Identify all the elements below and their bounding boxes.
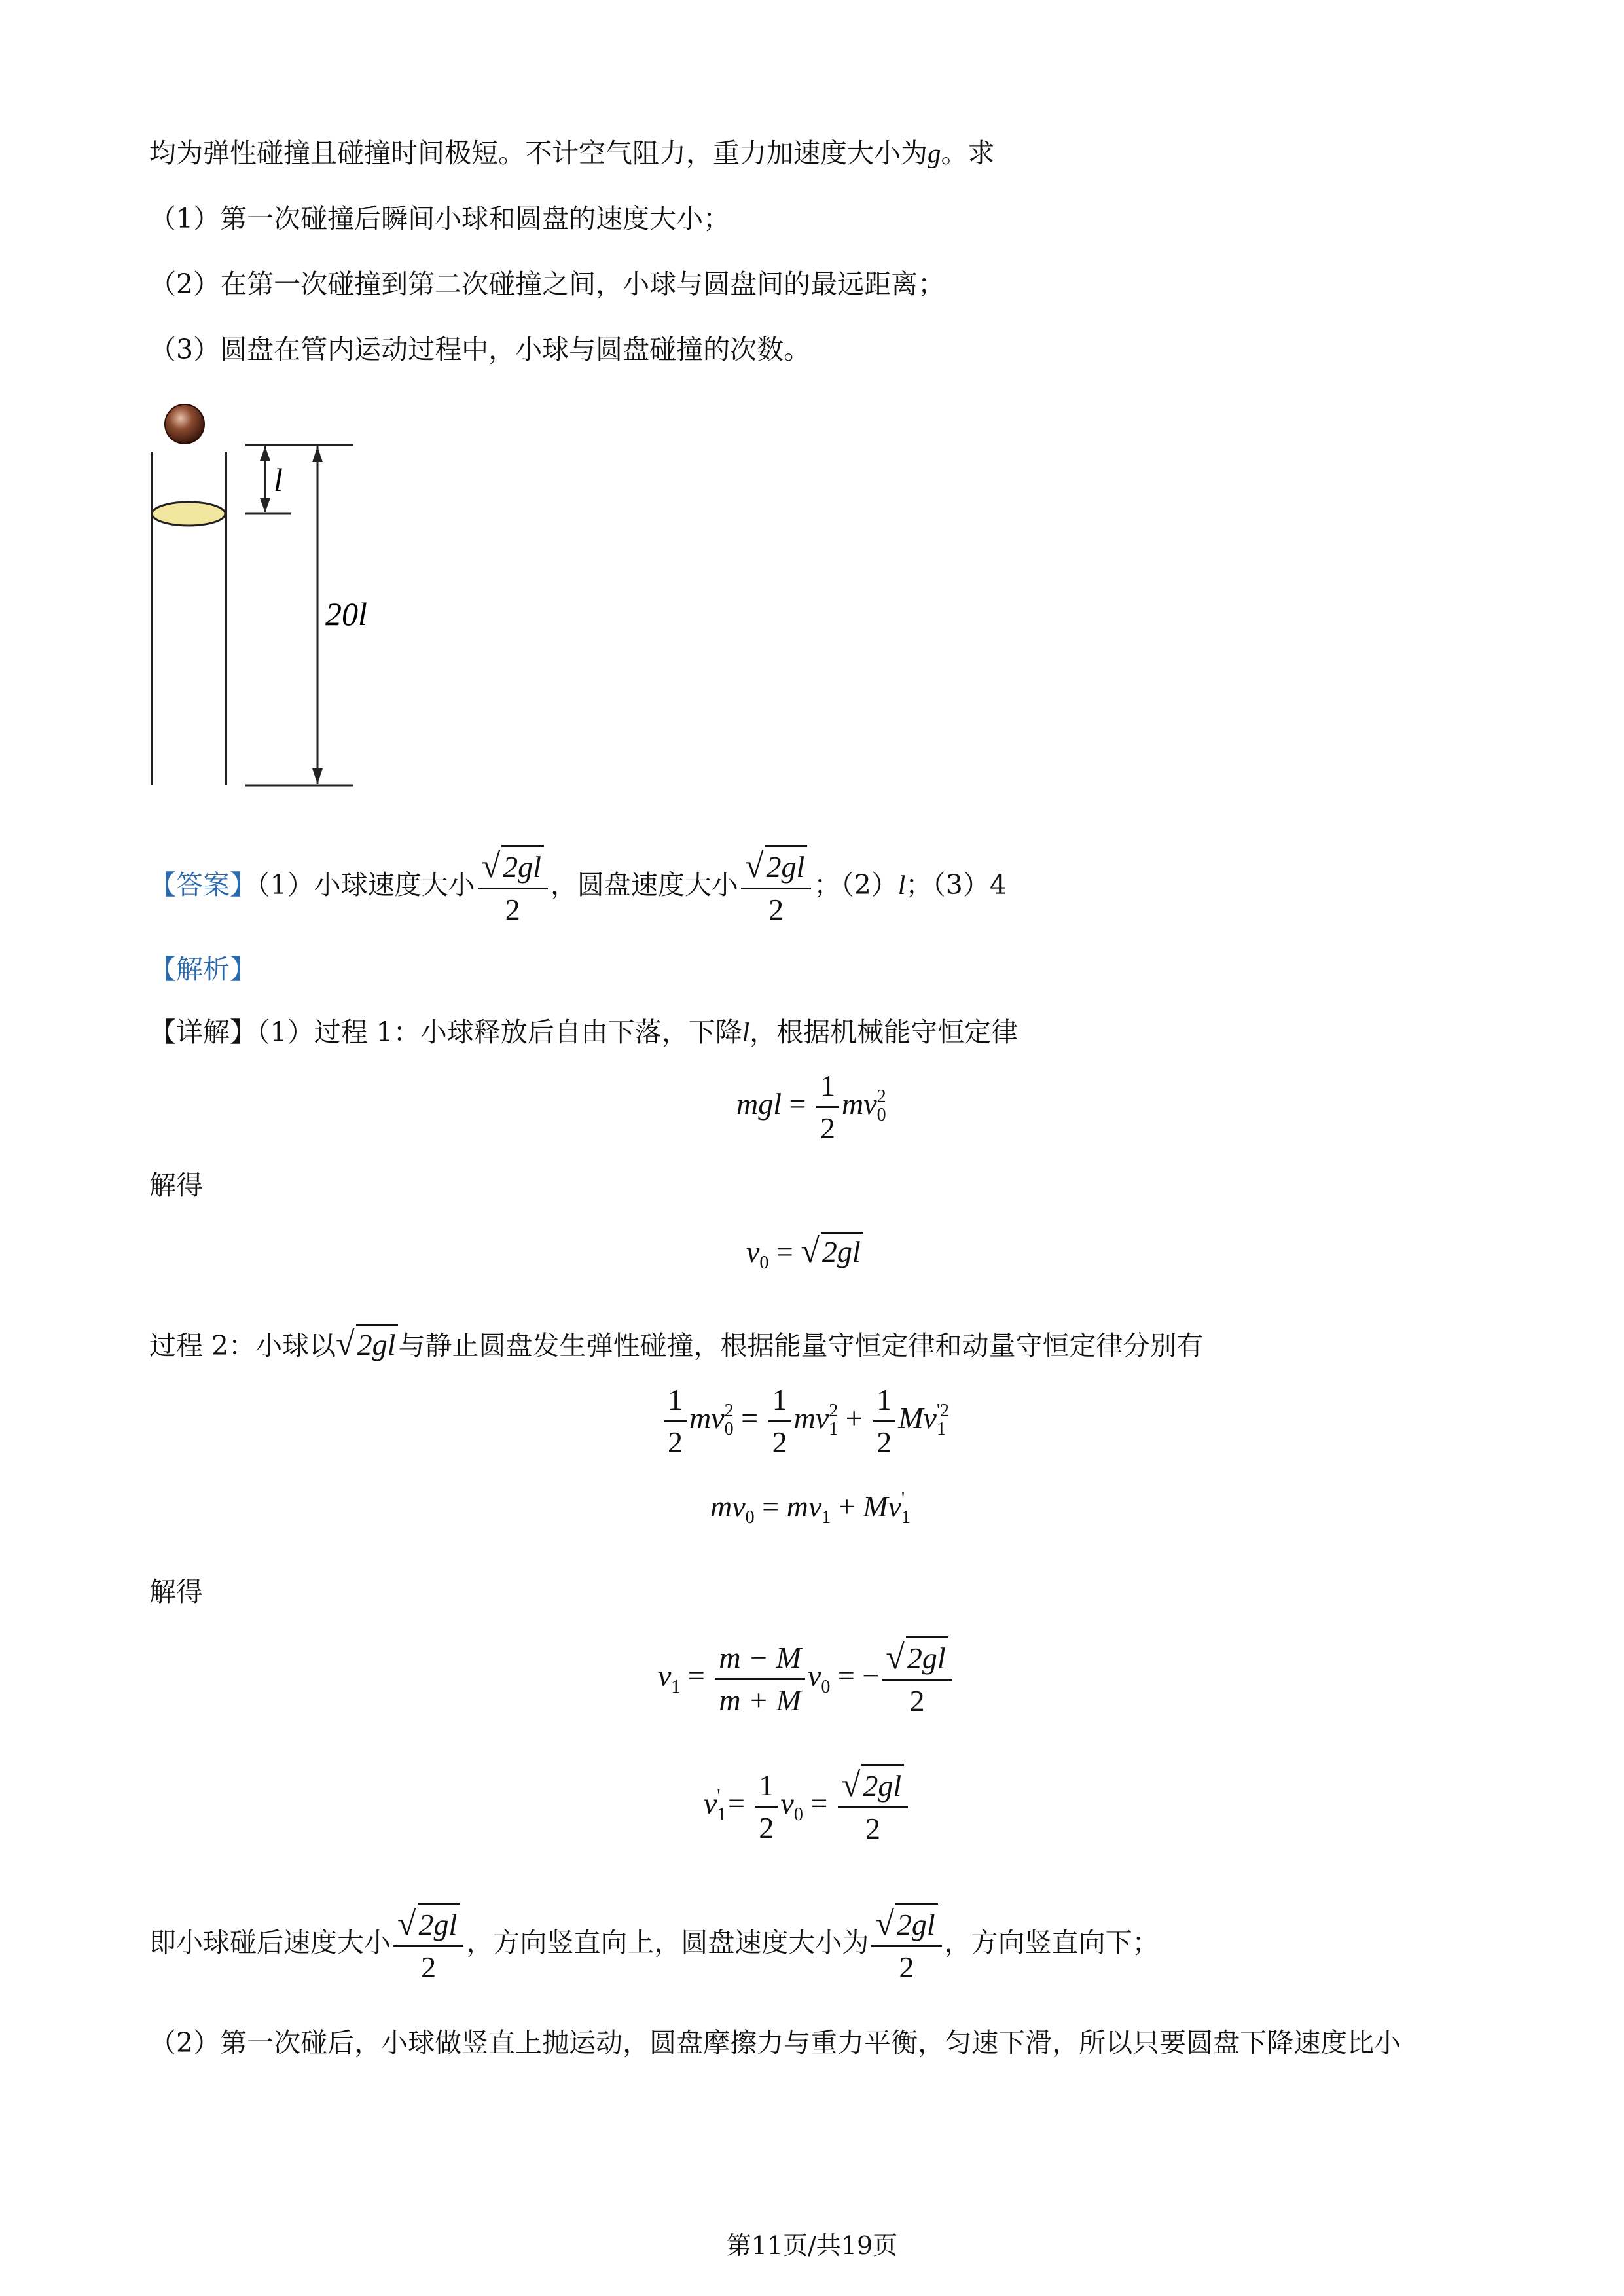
- part2-line: （2）第一次碰后，小球做竖直上抛运动，圆盘摩擦力与重力平衡，匀速下滑，所以只要圆盘下降速度比小: [149, 2027, 1401, 2058]
- arrow-20l-bottom-head: [312, 768, 323, 784]
- arrow-l-top-head: [260, 446, 270, 461]
- page-footer: 第11页/共19页: [726, 2231, 898, 2260]
- answer-ball-speed: $\frac{√2gl}{2}$: [478, 845, 548, 930]
- disk-icon: [152, 502, 225, 526]
- equation-v1: $v_1$ = $\frac{m - M}{m + M}$ $v_0$ = − $\frac{√2gl}{2}$: [658, 1636, 955, 1721]
- arrow-l-bottom-head: [260, 498, 270, 512]
- arrow-20l-top-head: [312, 446, 323, 462]
- process2-line: 过程 2：小球以√2gl与静止圆盘发生弹性碰撞，根据能量守恒定律和动量守恒定律分别有: [149, 1325, 1204, 1363]
- question-2: （2）在第一次碰撞到第二次碰撞之间，小球与圆盘间的最远距离；: [149, 268, 945, 300]
- problem-line-1: 均为弹性碰撞且碰撞时间极短。不计空气阻力，重力加速度大小为g。求: [149, 137, 995, 169]
- equation-v0: $v_0 = √2gl$: [746, 1232, 863, 1270]
- equation-energy-1: mgl = $\frac{1}{2}$ $mv_0^2$: [736, 1066, 886, 1149]
- equation-energy-2: $\frac{1}{2}$ $mv_0^2$ = $\frac{1}{2}$ $mv_1^2$ + $\frac{1}{2}$ $Mv_1^{'2}$: [661, 1380, 949, 1463]
- detail-line: 【详解】（1）过程 1：小球释放后自由下落，下降l，根据机械能守恒定律: [149, 1016, 1019, 1048]
- question-1: （1）第一次碰撞后瞬间小球和圆盘的速度大小；: [149, 203, 731, 234]
- analysis-tag: 【解析】: [149, 954, 257, 985]
- ball-icon: [165, 404, 204, 444]
- equation-momentum: $mv_0 = mv_1 + Mv_1'$: [710, 1489, 911, 1528]
- label-l: l: [274, 461, 283, 498]
- answer-disk-speed: $\frac{√2gl}{2}$: [741, 845, 811, 930]
- equation-v1-prime: $v_1'$ = $\frac{1}{2}$ $v_0$ = $\frac{√2gl}{2}$: [704, 1764, 911, 1849]
- solve-label-2: 解得: [149, 1576, 203, 1607]
- conclusion-line: 即小球碰后速度大小 $\frac{√2gl}{2}$ ，方向竖直向上，圆盘速度大小为 $\frac{√2gl}{2}$ ，方向竖直向下；: [149, 1897, 1159, 1988]
- answer-line: 【答案】（1）小球速度大小 $\frac{√2gl}{2}$ ，圆盘速度大小 $\frac{√2gl}{2}$ ；（2）l；（3）4: [149, 839, 1007, 931]
- tube-figure: [131, 393, 406, 798]
- question-3: （3）圆盘在管内运动过程中，小球与圆盘碰撞的次数。: [149, 334, 811, 365]
- label-20l: 20l: [325, 596, 367, 632]
- solve-label-1: 解得: [149, 1170, 203, 1201]
